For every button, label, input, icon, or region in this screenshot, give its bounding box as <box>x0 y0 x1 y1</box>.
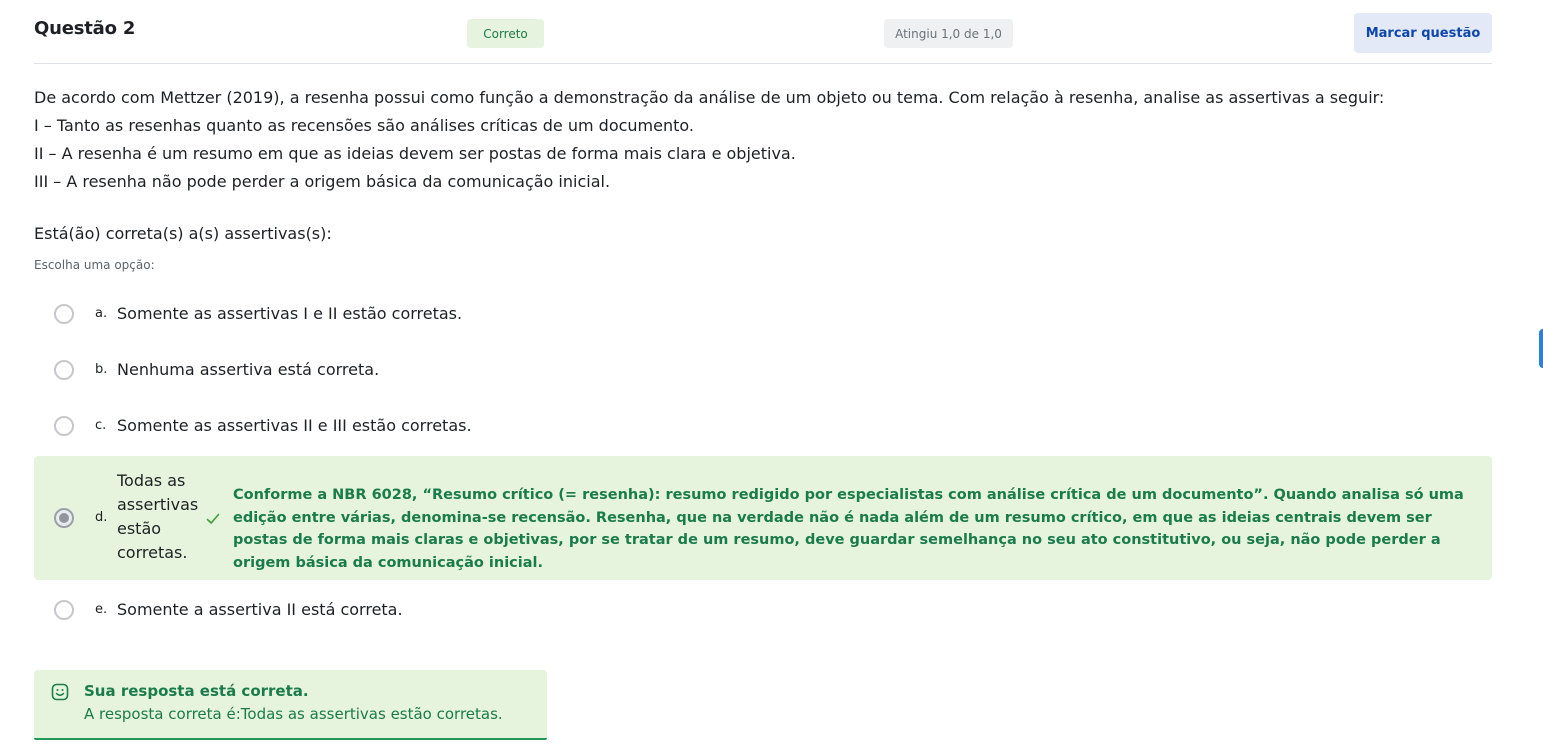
option-c-radio[interactable] <box>54 416 74 436</box>
option-e-letter: e. <box>95 602 108 617</box>
option-e-text: Somente a assertiva II está correta. <box>117 600 403 619</box>
option-d-radio[interactable] <box>54 508 74 528</box>
side-drawer-tab[interactable] <box>1539 329 1543 368</box>
option-c-letter: c. <box>95 418 107 433</box>
result-answer: A resposta correta é:Todas as assertivas estão corretas. <box>84 705 503 723</box>
option-c-text: Somente as assertivas II e III estão corretas. <box>117 416 472 435</box>
option-c[interactable] <box>34 416 1492 436</box>
question-prompt: Está(ão) correta(s) a(s) assertivas(s): <box>34 224 332 243</box>
option-b-text: Nenhuma assertiva está correta. <box>117 360 380 379</box>
option-a-radio[interactable] <box>54 304 74 324</box>
question-title: Questão 2 <box>34 18 136 39</box>
option-b-radio[interactable] <box>54 360 74 380</box>
option-d[interactable] <box>34 456 1492 580</box>
grade-badge: Atingiu 1,0 de 1,0 <box>884 19 1013 48</box>
choose-label: Escolha uma opção: <box>34 258 155 272</box>
question-intro: De acordo com Mettzer (2019), a resenha possui como função a demonstração da análise de um objeto ou tema. Com relação à resenha, analise as assertivas a seguir: <box>34 88 1385 107</box>
option-b[interactable] <box>34 360 1492 380</box>
result-feedback-box <box>34 670 547 740</box>
result-title: Sua resposta está correta. <box>84 682 309 700</box>
option-b-letter: b. <box>95 362 108 377</box>
question-container <box>34 0 1492 723</box>
option-a-text: Somente as assertivas I e II estão corretas. <box>117 304 463 323</box>
question-header <box>34 0 1492 64</box>
assertion-3: III – A resenha não pode perder a origem básica da comunicação inicial. <box>34 172 611 191</box>
smile-icon <box>51 683 69 701</box>
option-a[interactable] <box>34 304 1492 324</box>
option-e[interactable] <box>34 600 1492 620</box>
option-d-feedback: Conforme a NBR 6028, “Resumo crítico (= resenha): resumo redigido por especialistas com análise crítica de um documento”. Quando analisa só uma edição entre várias, denomina-se recensão. Resenha, que na verdade não é nada além de um resumo crítico, em que as ideias centrais devem ser postas de forma mais claras e objetivas, por se tratar de um resumo, deve guardar semelhança no seu ato constitutivo, ou seja, não pode perder a origem básica da comunicação inicial. <box>233 487 1464 571</box>
option-d-text: Todas as assertivas estão corretas. <box>117 471 199 562</box>
question-text <box>34 84 1492 196</box>
flag-question-button[interactable]: Marcar questão <box>1354 13 1492 53</box>
assertion-2: II – A resenha é um resumo em que as ideias devem ser postas de forma mais clara e objetiva. <box>34 144 796 163</box>
option-a-letter: a. <box>95 306 108 321</box>
status-badge: Correto <box>467 19 544 48</box>
assertion-1: I – Tanto as resenhas quanto as recensões são análises críticas de um documento. <box>34 116 694 135</box>
check-icon <box>206 512 220 526</box>
option-e-radio[interactable] <box>54 600 74 620</box>
option-d-letter: d. <box>95 510 108 525</box>
